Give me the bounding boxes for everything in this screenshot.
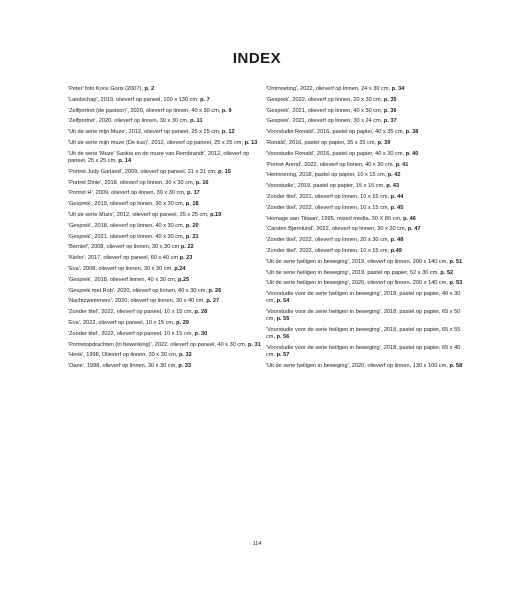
- index-entry-text: 'Portret Judy Garland', 2009, olieverf op paneel, 31 x 31 cm,: [68, 168, 219, 175]
- index-entry-text: 'Uit de serie 'Muze' Saskia en de muze van Rembrandt', 2012, olieverf op paneel, 25 x 25 cm,: [68, 150, 250, 164]
- index-entry-text: 'Portret Arend', 2022, olieverf op linnen, 40 x 30 cm,: [266, 161, 396, 168]
- page-title: INDEX: [232, 50, 282, 67]
- index-entry: [266, 248, 466, 255]
- index-entry: [266, 270, 466, 277]
- index-entry-text: 'Voorstudie voor de serie heiligen in beweging', 2018, pastel op papier, 40 x 30 cm,: [266, 291, 461, 305]
- index-entry-text: 'Portretopdrachten (in bewerking)', 2022, olieverf op paneel, 40 x 30 cm,: [68, 341, 248, 348]
- index-entry-text: 'Kiefer', 2017, olieverf op paneel, 60 x 40 cm: [68, 255, 180, 262]
- index-entry-page: p. 9: [221, 107, 232, 114]
- index-entry: [266, 140, 466, 147]
- index-entry: [266, 97, 466, 104]
- index-entry-text: 'Nachtzwemmers', 2020, olieverf op linnen, 30 x 40 cm,: [68, 298, 207, 305]
- index-entry: [68, 212, 268, 219]
- index-entry-text: 'Oane', 1998, olieverf op linnen, 30 x 30 cm,: [68, 363, 179, 370]
- index-entry-text: 'Herinnering, 2018, pastel op papier, 10 x 15 cm,: [266, 172, 388, 179]
- index-entry-page: p. 39: [377, 139, 391, 146]
- index-entry-text: 'Zelfportret', 2020, olieverf op linnen, 30 x 30 cm,: [68, 118, 191, 125]
- index-entry-text: 'Voorstudie voor de serie heiligen in beweging', 2018, pastel op papier, 65 x 50 cm,: [266, 309, 461, 323]
- index-entry: [266, 118, 466, 125]
- index-entry-page: p. 21: [185, 233, 199, 240]
- index-entry-page: p. 48: [390, 237, 404, 244]
- index-entry-text: 'Eva', 2008, olieverf op linnen, 30 x 30 cm,: [68, 265, 175, 272]
- index-entry-page: p. 15: [218, 168, 231, 175]
- index-entry-page: p. 45: [390, 204, 404, 211]
- index-entry-text: 'Gesprek', 2022, olieverf op linnen, 20 x 30 cm,: [266, 96, 384, 103]
- index-entry-text: 'Gesprek', 2021, olieverf op linnen, 40 x 30 cm,: [68, 233, 186, 240]
- index-entry-page: p. 47: [407, 226, 421, 233]
- index-entry: [266, 327, 466, 341]
- index-entry-text: 'Zonder titel', 2022, olieverf op paneel, 10 x 15 cm,: [68, 330, 195, 337]
- index-entry-text: 'Gesprek', 2021, olieverf op linnen, 30 x 24 cm,: [266, 118, 384, 125]
- index-entry-page: p. 29: [176, 319, 189, 326]
- index-entry: [266, 86, 466, 93]
- index-entry-text: 'Zonder titel', 2022, olieverf op linnen, 10 x 15 cm,: [266, 204, 391, 211]
- index-entry: [266, 151, 466, 158]
- index-entry-text: 'Voorstudie Ronald', 2016, pastel op papier, 40 x 30 cm,: [266, 150, 406, 157]
- index-entry-page: p. 32: [178, 352, 192, 359]
- index-entry-page: p. 13: [244, 139, 258, 146]
- index-entry: [68, 180, 268, 187]
- index-entry: [68, 151, 268, 165]
- index-entry: [68, 86, 268, 93]
- index-entry-text: 'Uit de serie heiligen in beweging', 2019, olieverf op linnen, 200 x 140 cm,: [266, 258, 450, 265]
- index-entry-text: 'Voorstudie Ronald', 2016, pastel op papier, 40 x 35 cm,: [266, 129, 406, 136]
- index-entry-page: p. 37: [383, 118, 397, 125]
- index-entry-text: 'Ontmoeting', 2022, olieverf op linnen, 24 x 30 cm,: [266, 86, 392, 92]
- index-entry-page: p. 51: [449, 258, 463, 265]
- index-entry: [266, 108, 466, 115]
- index-entry-text: 'Portret H', 2009, olieverf op linnen, 30 x 30 cm,: [68, 190, 188, 197]
- index-entry-page: p. 17: [187, 190, 200, 197]
- index-entry: [68, 190, 268, 197]
- index-entry-page: p. 26: [208, 287, 222, 294]
- index-entry: [68, 118, 268, 125]
- index-entry: [266, 129, 466, 136]
- index-entry: [68, 331, 268, 338]
- index-entry-text: 'Uit de serie mijn Muze', 2012, olieverf op paneel, 25 x 25 cm,: [68, 129, 222, 136]
- index-entry: [68, 129, 268, 136]
- index-entry-page: p. 41: [395, 161, 409, 168]
- index-entry-text: 'Voorstudie voor de serie heiligen in beweging', 2018, pastel op papier, 65 x 40 cm,: [266, 345, 461, 359]
- index-entry-text: 'Uit de serie heiligen in beweging', 2020, olieverf op linnen, 200 x 140 cm,: [266, 280, 450, 287]
- index-entry-page: p. 12: [221, 129, 235, 136]
- index-entry-page: p. 28: [194, 309, 208, 316]
- index-entry-text: 'Landschap', 2019, olieverf op paneel, 100 x 130 cm,: [68, 96, 201, 103]
- index-entry-page: p. 18: [185, 201, 199, 208]
- index-entry: [266, 237, 466, 244]
- index-entry: [68, 342, 268, 349]
- index-entry-text: 'Henk', 1998, Olieverf op linnen, 30 x 30 cm,: [68, 352, 179, 359]
- index-entry-text: 'Uit de serie heiligen in beweging', 2019, pastel op papier, 52 x 30 cm,: [266, 269, 441, 276]
- index-entry: [266, 172, 466, 179]
- index-entry-text: 'Bernlef', 2008, olieverf op linnen, 30 x 30 cm: [68, 244, 181, 251]
- index-entry: [266, 345, 466, 359]
- index-entry-text: 'Zonder titel', 2022, olieverf op linnen, 20 x 30 cm,: [266, 237, 391, 244]
- index-entry-text: 'Uit de serie heiligen in beweging', 2020, olieverf op linnen, 130 x 100 cm,: [266, 363, 450, 370]
- index-entry-text: 'Gesprek met Rob', 2020, olieverf op linnen, 40 x 30 cm,: [68, 287, 209, 294]
- index-entry: [68, 363, 268, 370]
- index-entry-text: 'Voorstudie', 2019, pastel op papier, 15 x 15 cm,: [266, 183, 387, 190]
- index-entry: [266, 183, 466, 190]
- index-entry-page: p. 30: [194, 330, 208, 337]
- index-entry: [68, 277, 268, 284]
- index-entry-text: 'Peter' foto Koos Goris (2007),: [68, 86, 145, 92]
- index-entry-text: 'Zonder titel', 2021, olieverf op linnen, 10 x 15 cm,: [266, 193, 391, 200]
- index-entry: [266, 363, 466, 370]
- index-entry-text: 'Gesprek', 2021, olieverf op linnen, 40 x 30 cm,: [266, 107, 384, 114]
- index-entry-page: p. 34: [391, 86, 405, 92]
- index-entry: [68, 309, 268, 316]
- index-entry: [68, 266, 268, 273]
- index-entry-text: 'Eva', 2022, olieverf op paneel, 10 x 15 cm,: [68, 319, 177, 326]
- index-entry: [68, 320, 268, 327]
- index-entry-page: p. 57: [276, 352, 290, 359]
- index-entry-page: p.19: [210, 211, 222, 218]
- index-entry-page: p. 42: [387, 172, 401, 179]
- page-number: 114: [252, 541, 262, 547]
- index-entry-text: 'Voorstudie voor de serie heiligen in beweging', 2018, pastel op papier, 65 x 55 cm,: [266, 327, 461, 341]
- index-entry-page: p. 38: [405, 129, 419, 136]
- index-entry: [266, 280, 466, 287]
- index-entry: [68, 288, 268, 295]
- index-entry-text: 'Gesprek', 2018, olieverf op linnen, 40 x 30 cm,: [68, 222, 186, 229]
- index-entry-page: p. 46: [403, 215, 416, 222]
- index-entry-page: p. 55: [276, 316, 290, 323]
- index-entry-text: 'Zonder titel', 2022, olieverf op paneel, 10 x 15 cm,: [68, 309, 195, 316]
- index-entry-page: p. 56: [276, 334, 290, 341]
- index-entry-text: 'Gesprek', 2018, olieverf linnen, 40 x 30 cm,: [68, 276, 179, 283]
- index-entry-text: 'Zonder titel', 2022, olieverf op linnen, 10 x 15 cm,: [266, 247, 391, 254]
- index-entry: [68, 244, 268, 251]
- index-entry-page: p. 22: [180, 244, 194, 251]
- index-entry: [266, 309, 466, 323]
- index-entry-page: p. 53: [449, 280, 463, 287]
- index-column-right: [266, 86, 466, 374]
- index-entry-text: 'Uit de serie Muze', 2012, olieverf op paneel, 25 x 25 cm,: [68, 211, 211, 218]
- index-entry: [266, 205, 466, 212]
- index-entry-page: p. 27: [206, 298, 220, 305]
- index-entry-page: p. 44: [390, 193, 404, 200]
- index-entry-page: p. 54: [276, 298, 290, 305]
- index-entry-page: p. 33: [178, 363, 192, 370]
- index-entry: [68, 169, 268, 176]
- index-entry-text: 'Gesprek', 2019, olieverf op linnen, 30 x 30 cm,: [68, 201, 186, 208]
- index-entry: [68, 352, 268, 359]
- index-entry-page: p. 11: [190, 118, 203, 125]
- index-entry-text: 'Zelfportret (de pastoor)', 2020, olieverf op linnen, 40 x 30 cm,: [68, 107, 222, 114]
- index-entry: [68, 255, 268, 262]
- index-entry-page: p. 43: [386, 183, 400, 190]
- index-entry-text: 'Portret Dinie', 2018, olieverf op linnen, 30 x 30 cm,: [68, 179, 196, 186]
- index-entry-page: p. 20: [185, 222, 199, 229]
- index-entry-page: p. 36: [383, 107, 397, 114]
- index-column-left: [68, 86, 268, 374]
- index-entry: [68, 97, 268, 104]
- index-entry: [68, 201, 268, 208]
- index-entry: [266, 259, 466, 266]
- index-entry: [266, 216, 466, 223]
- index-entry: [266, 291, 466, 305]
- index-entry-page: p. 35: [383, 96, 397, 103]
- index-entry: [68, 298, 268, 305]
- index-entry: [266, 162, 466, 169]
- index-entry: [266, 226, 466, 233]
- index-entry-page: p. 58: [449, 363, 463, 370]
- index-entry-page: p. 16: [195, 179, 209, 186]
- index-entry-page: p. 52: [440, 269, 454, 276]
- index-entry-text: 'Ronald', 2016, pastel op papier, 35 x 35 cm,: [266, 139, 378, 146]
- index-entry-page: p.25: [178, 276, 190, 283]
- index-entry: [68, 108, 268, 115]
- index-entry-page: p. 2: [144, 86, 155, 92]
- index-entry: [68, 234, 268, 241]
- index-entry: [266, 194, 466, 201]
- index-entry: [68, 223, 268, 230]
- index-entry-text: 'Carsten Bjørnlund', 2022, olieverf op linnen, 30 x 20 cm,: [266, 226, 408, 233]
- index-entry-page: p. 31: [248, 341, 261, 348]
- index-entry-page: p. 23: [179, 255, 193, 262]
- index-entry: [68, 140, 268, 147]
- index-entry-page: p.49: [390, 247, 402, 254]
- index-entry-text: 'Uit de serie mijn muze (De kus)', 2012, olieverf op paneel, 25 x 25 cm,: [68, 139, 245, 146]
- index-entry-page: p. 14: [118, 157, 132, 164]
- index-entry-page: p. 40: [405, 150, 419, 157]
- index-entry-page: p.24: [174, 265, 186, 272]
- index-entry-page: p. 7: [200, 96, 210, 103]
- index-entry-text: 'Homage aan Titiaan', 1995, mixed media, 30 X 80 cm,: [266, 215, 404, 222]
